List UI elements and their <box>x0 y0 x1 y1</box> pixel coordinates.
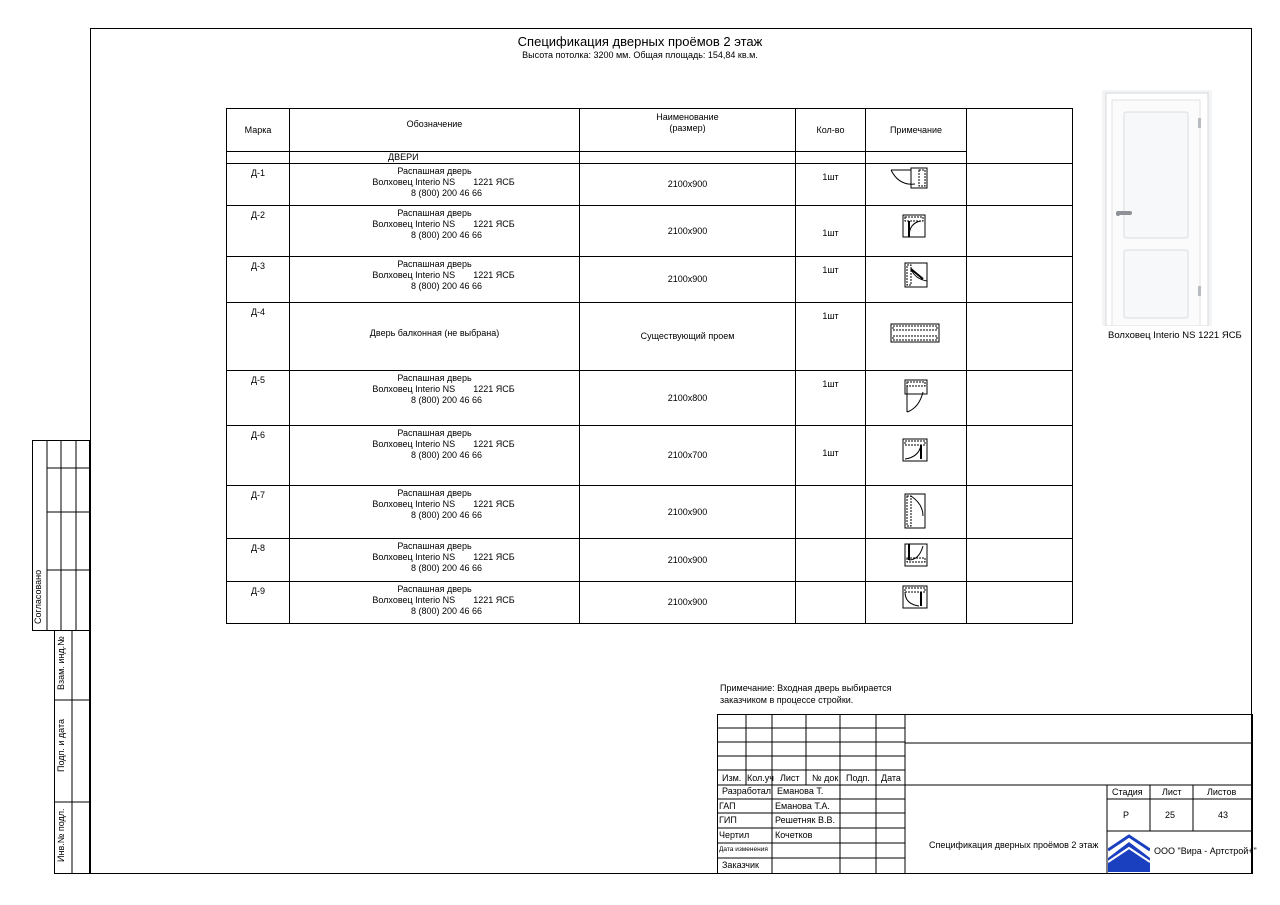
row-desc-line1: Распашная дверь <box>397 584 472 594</box>
row-mark: Д-8 <box>227 539 290 582</box>
col-header-name: Наименование (размер) <box>580 109 796 152</box>
row-desc-line2 <box>290 595 579 606</box>
row-mark: Д-3 <box>227 257 290 303</box>
side-label-agreed: Согласовано <box>33 569 43 624</box>
title-block-header: Кол.уч <box>747 773 774 783</box>
row-desc-line2 <box>290 439 579 450</box>
row-phone: 8 (800) 200 46 66 <box>410 395 483 405</box>
title-block-header: Лист <box>780 773 800 783</box>
row-size: 2100х900 <box>580 582 796 624</box>
row-designation <box>290 486 580 539</box>
title-block-role: Заказчик <box>722 860 759 870</box>
row-model: 1221 ЯСБ <box>473 439 515 449</box>
row-mark: Д-6 <box>227 426 290 486</box>
row-designation <box>290 426 580 486</box>
title-block-role: ГАП <box>719 801 736 811</box>
table-row <box>227 426 1073 486</box>
table-row <box>227 206 1073 257</box>
title-block-name: Решетняк В.В. <box>775 815 835 825</box>
row-designation <box>290 206 580 257</box>
row-model: 1221 ЯСБ <box>473 219 515 229</box>
title-block-role: Дата изменения <box>719 846 768 853</box>
title-block-name: Кочетков <box>775 830 813 840</box>
row-maker: Волховец Interio NS <box>372 270 456 280</box>
row-desc-line1: Распашная дверь <box>397 428 472 438</box>
door-swing-inner-icon <box>889 435 943 473</box>
row-size: 2100х800 <box>580 371 796 426</box>
row-desc-line2 <box>290 177 579 188</box>
title-block-header: № док <box>812 773 839 783</box>
title-block-header: Подп. <box>846 773 870 783</box>
col-header-mark: Марка <box>227 109 290 152</box>
page-title: Спецификация дверных проёмов 2 этаж <box>517 34 763 49</box>
row-model: 1221 ЯСБ <box>473 499 515 509</box>
row-qty: 1шт <box>796 257 866 303</box>
row-desc-line1: Распашная дверь <box>397 259 472 269</box>
row-mark: Д-4 <box>227 303 290 371</box>
row-designation <box>290 371 580 426</box>
row-size: 2100х900 <box>580 539 796 582</box>
row-desc-line1: Дверь балконная (не выбрана) <box>369 328 500 338</box>
row-mark: Д-1 <box>227 164 290 206</box>
col-header-qty: Кол-во <box>796 109 866 152</box>
sheet-value: 25 <box>1165 810 1176 820</box>
door-swing-vertical-icon <box>889 492 943 530</box>
row-desc-line2 <box>290 270 579 281</box>
door-swing-left-icon <box>889 164 943 202</box>
col-header-note: Примечание <box>866 109 967 152</box>
row-model: 1221 ЯСБ <box>473 384 515 394</box>
row-phone: 8 (800) 200 46 66 <box>410 230 483 240</box>
row-designation <box>290 582 580 624</box>
section-row <box>227 152 1073 164</box>
company-logo-icon <box>1108 832 1150 872</box>
row-qty: 1шт <box>796 303 866 371</box>
row-phone: 8 (800) 200 46 66 <box>410 188 483 198</box>
row-qty: 1шт <box>796 206 866 257</box>
door-spec-table <box>226 108 1073 624</box>
sheets-label: Листов <box>1207 787 1237 797</box>
row-maker: Волховец Interio NS <box>372 439 456 449</box>
side-label-inv: Инв.№ подл. <box>56 808 66 862</box>
row-designation <box>290 257 580 303</box>
company-name: ООО "Вира - Артстрой+" <box>1154 846 1257 856</box>
title-block-role: ГИП <box>719 815 737 825</box>
sheet-label: Лист <box>1162 787 1182 797</box>
row-qty <box>796 486 866 539</box>
table-row <box>227 371 1073 426</box>
door-preview-caption: Волховец Interio NS 1221 ЯСБ <box>1108 330 1242 341</box>
row-phone: 8 (800) 200 46 66 <box>410 281 483 291</box>
title-block-role: Разработал <box>722 786 771 796</box>
row-maker: Волховец Interio NS <box>372 177 456 187</box>
row-model: 1221 ЯСБ <box>473 270 515 280</box>
col-header-extra <box>967 109 1073 164</box>
row-mark: Д-7 <box>227 486 290 539</box>
col-header-designation: Обозначение <box>290 109 580 152</box>
row-desc-line2 <box>290 552 579 563</box>
row-phone: 8 (800) 200 46 66 <box>410 510 483 520</box>
sheets-value: 43 <box>1218 810 1229 820</box>
title-block-role: Чертил <box>719 830 750 840</box>
row-maker: Волховец Interio NS <box>372 499 456 509</box>
table-row <box>227 486 1073 539</box>
row-desc-line1: Распашная дверь <box>397 488 472 498</box>
note <box>720 682 891 706</box>
row-mark: Д-5 <box>227 371 290 426</box>
row-size: 2100х900 <box>580 257 796 303</box>
door-swing-down-icon <box>889 378 943 416</box>
table-row <box>227 582 1073 624</box>
row-size: Существующий проем <box>580 303 796 371</box>
table-row <box>227 539 1073 582</box>
row-designation <box>290 539 580 582</box>
table-row <box>227 303 1073 371</box>
row-size: 2100х700 <box>580 426 796 486</box>
note-line-1: Примечание: Входная дверь выбирается <box>720 683 892 693</box>
sheet-title: Спецификация дверных проёмов 2 этаж <box>929 840 1099 850</box>
balcony-opening-icon <box>889 316 943 354</box>
row-desc-line2 <box>290 219 579 230</box>
table-row <box>227 257 1073 303</box>
row-desc-line1: Распашная дверь <box>397 208 472 218</box>
row-maker: Волховец Interio NS <box>372 595 456 605</box>
table-row <box>227 164 1073 206</box>
title-block-name: Еманова Т. <box>777 786 824 796</box>
row-maker: Волховец Interio NS <box>372 552 456 562</box>
row-size: 2100х900 <box>580 486 796 539</box>
row-size: 2100х900 <box>580 206 796 257</box>
door-swing-u-icon <box>889 540 943 578</box>
side-label-replace: Взам. инд.№ <box>56 636 66 690</box>
table-header-row <box>227 109 1073 152</box>
row-phone: 8 (800) 200 46 66 <box>410 606 483 616</box>
title-block-header: Изм. <box>722 773 742 783</box>
row-qty: 1шт <box>796 164 866 206</box>
row-phone: 8 (800) 200 46 66 <box>410 563 483 573</box>
row-mark: Д-9 <box>227 582 290 624</box>
row-desc-line1: Распашная дверь <box>397 373 472 383</box>
interior-door-icon <box>1102 90 1212 326</box>
title-block-name: Еманова Т.А. <box>775 801 830 811</box>
row-qty <box>796 539 866 582</box>
page-subtitle: Высота потолка: 3200 мм. Общая площадь: 154,84 кв.м. <box>522 50 758 60</box>
row-maker: Волховец Interio NS <box>372 384 456 394</box>
row-desc-line1: Распашная дверь <box>397 166 472 176</box>
row-maker: Волховец Interio NS <box>372 219 456 229</box>
row-designation <box>290 164 580 206</box>
row-mark: Д-2 <box>227 206 290 257</box>
section-label: ДВЕРИ <box>290 152 580 164</box>
row-phone: 8 (800) 200 46 66 <box>410 450 483 460</box>
row-model: 1221 ЯСБ <box>473 595 515 605</box>
row-desc-line1: Распашная дверь <box>397 541 472 551</box>
side-label-sign-date: Подп. и дата <box>56 718 66 772</box>
stage-value: Р <box>1123 810 1130 820</box>
row-qty: 1шт <box>796 426 866 486</box>
row-designation <box>290 303 580 371</box>
row-qty <box>796 582 866 624</box>
title-block-header: Дата <box>881 773 901 783</box>
row-model: 1221 ЯСБ <box>473 552 515 562</box>
row-qty: 1шт <box>796 371 866 426</box>
note-line-2: заказчиком в процессе стройки. <box>720 695 854 705</box>
door-swing-corner-icon <box>889 582 943 620</box>
door-swing-up-icon <box>889 259 943 297</box>
row-desc-line2 <box>290 384 579 395</box>
door-swing-right-icon <box>889 211 943 249</box>
row-size: 2100х900 <box>580 164 796 206</box>
stage-label: Стадия <box>1112 787 1143 797</box>
row-desc-line2 <box>290 499 579 510</box>
row-model: 1221 ЯСБ <box>473 177 515 187</box>
